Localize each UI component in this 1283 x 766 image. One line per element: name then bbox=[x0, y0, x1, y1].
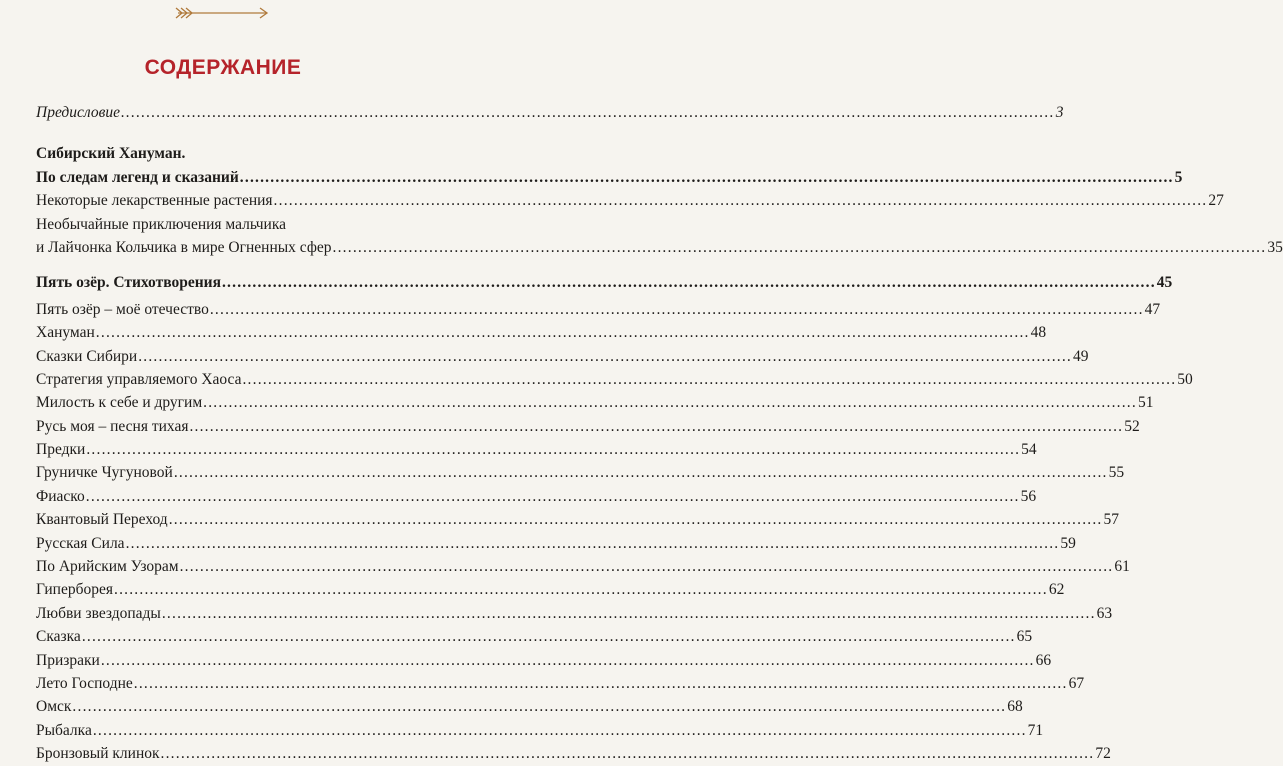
dot-leader bbox=[240, 166, 1174, 189]
toc-entry-label: Милость к себе и другим bbox=[36, 394, 203, 412]
toc-entry-page: 35 bbox=[1267, 238, 1283, 256]
dot-leader bbox=[189, 415, 1123, 438]
toc-entry-label: Пять озёр. Стихотворения bbox=[36, 274, 221, 292]
dot-leader bbox=[161, 742, 1095, 765]
toc-entry-label: Предки bbox=[36, 441, 86, 459]
toc-entry-label: Груничке Чугуновой bbox=[36, 464, 173, 482]
toc-entry-label: Гиперборея bbox=[36, 581, 113, 599]
dot-leader bbox=[93, 719, 1027, 742]
toc-entry[interactable] bbox=[36, 461, 1125, 484]
toc-entry-label: Рыбалка bbox=[36, 721, 92, 739]
toc-entry-label: Бронзовый клинок bbox=[36, 745, 160, 763]
toc-entry[interactable] bbox=[36, 742, 1111, 765]
toc-entry[interactable] bbox=[36, 485, 1037, 508]
toc-entry-label: Сказки Сибири bbox=[36, 347, 138, 365]
dot-leader bbox=[203, 391, 1137, 414]
toc-entry[interactable] bbox=[36, 345, 1089, 368]
toc-entry[interactable] bbox=[36, 298, 1161, 321]
toc-entry-page: 55 bbox=[1108, 464, 1125, 482]
dot-leader bbox=[86, 485, 1020, 508]
toc-entry[interactable] bbox=[36, 415, 1140, 438]
toc-entry-page: 65 bbox=[1016, 628, 1033, 646]
toc-entry-label: Любви звездопады bbox=[36, 604, 161, 622]
dot-leader bbox=[242, 368, 1176, 391]
toc-entry[interactable] bbox=[36, 368, 1193, 391]
toc-entry-page: 57 bbox=[1103, 511, 1120, 529]
toc-entry-page: 49 bbox=[1073, 347, 1089, 365]
dot-leader bbox=[86, 438, 1020, 461]
toc-entry-label: и Лайчонка Кольчика в мире Огненных сфер bbox=[36, 238, 332, 256]
table-of-contents bbox=[36, 101, 1283, 766]
toc-entry-page: 45 bbox=[1156, 274, 1173, 292]
toc-entry-label: Русская Сила bbox=[36, 534, 125, 552]
dot-leader bbox=[96, 321, 1030, 344]
toc-entry-preface[interactable] bbox=[36, 101, 1064, 124]
toc-entry-section[interactable] bbox=[36, 271, 1173, 294]
toc-entry[interactable] bbox=[36, 695, 1023, 718]
toc-entry-page: 61 bbox=[1114, 558, 1130, 576]
toc-entry[interactable] bbox=[36, 555, 1130, 578]
toc-entry-page: 59 bbox=[1060, 534, 1076, 552]
toc-entry-page: 52 bbox=[1124, 417, 1140, 435]
toc-entry-label: Предисловие bbox=[36, 104, 120, 121]
dot-leader bbox=[180, 555, 1114, 578]
toc-entry-label: Омск bbox=[36, 698, 72, 716]
toc-entry-page: 72 bbox=[1095, 745, 1111, 763]
toc-entry[interactable] bbox=[36, 236, 1283, 259]
toc-entry-page: 67 bbox=[1068, 674, 1085, 692]
dot-leader bbox=[333, 236, 1267, 259]
toc-entry-label: Пять озёр – моё отечество bbox=[36, 300, 209, 318]
toc-entry[interactable] bbox=[36, 578, 1065, 601]
toc-entry[interactable] bbox=[36, 649, 1052, 672]
toc-entry-label: Стратегия управляемого Хаоса bbox=[36, 370, 242, 388]
toc-entry[interactable] bbox=[36, 321, 1047, 344]
dot-leader bbox=[138, 345, 1072, 368]
toc-entry-label: Хануман bbox=[36, 324, 95, 342]
toc-entry-label: По следам легенд и сказаний bbox=[36, 168, 239, 186]
arrow-ornament-icon bbox=[174, 6, 272, 20]
toc-entry[interactable] bbox=[36, 602, 1113, 625]
dot-leader bbox=[210, 298, 1144, 321]
toc-entry-label-line: Необычайные приключения мальчика bbox=[36, 215, 287, 233]
toc-entry[interactable] bbox=[36, 719, 1044, 742]
dot-leader bbox=[82, 625, 1016, 648]
toc-entry-page: 63 bbox=[1096, 604, 1113, 622]
dot-leader bbox=[101, 649, 1035, 672]
toc-entry-label: Квантовый Переход bbox=[36, 511, 168, 529]
toc-entry-label: По Арийским Узорам bbox=[36, 558, 179, 576]
toc-entry-page: 62 bbox=[1048, 581, 1065, 599]
dot-leader bbox=[169, 508, 1103, 531]
toc-entry-page: 68 bbox=[1007, 698, 1023, 716]
toc-entry-label: Некоторые лекарственные растения bbox=[36, 192, 273, 210]
toc-entry-page: 47 bbox=[1144, 300, 1161, 318]
toc-entry-page: 66 bbox=[1035, 651, 1052, 669]
toc-entry-page: 50 bbox=[1177, 370, 1193, 388]
toc-entry-page: 56 bbox=[1020, 487, 1037, 505]
dot-leader bbox=[134, 672, 1068, 695]
dot-leader bbox=[174, 461, 1108, 484]
toc-section-heading: Сибирский Хануман. bbox=[36, 145, 186, 163]
toc-entry[interactable] bbox=[36, 625, 1033, 648]
toc-entry-page: 48 bbox=[1030, 324, 1047, 342]
toc-entry-page: 71 bbox=[1027, 721, 1044, 739]
dot-leader bbox=[274, 189, 1208, 212]
toc-entry[interactable] bbox=[36, 391, 1154, 414]
toc-entry-label: Лето Господне bbox=[36, 674, 133, 692]
toc-entry[interactable] bbox=[36, 189, 1224, 212]
dot-leader bbox=[72, 695, 1006, 718]
toc-entry-label: Сказка bbox=[36, 628, 81, 646]
dot-leader bbox=[121, 101, 1055, 124]
toc-entry-label: Призраки bbox=[36, 651, 100, 669]
toc-entry[interactable] bbox=[36, 672, 1085, 695]
toc-entry[interactable] bbox=[36, 438, 1037, 461]
toc-entry-page: 27 bbox=[1208, 192, 1224, 210]
toc-entry-section[interactable] bbox=[36, 166, 1183, 189]
page-title: СОДЕРЖАНИЕ bbox=[144, 56, 302, 79]
toc-entry-page: 51 bbox=[1137, 394, 1154, 412]
dot-leader bbox=[162, 602, 1096, 625]
toc-entry-label: Фиаско bbox=[36, 487, 85, 505]
toc-entry-page: 5 bbox=[1174, 168, 1183, 186]
toc-entry-page: 3 bbox=[1055, 104, 1064, 121]
toc-entry[interactable] bbox=[36, 508, 1120, 531]
toc-entry[interactable] bbox=[36, 532, 1076, 555]
dot-leader bbox=[222, 271, 1156, 294]
toc-entry-label: Русь моя – песня тихая bbox=[36, 417, 189, 435]
dot-leader bbox=[126, 532, 1060, 555]
dot-leader bbox=[114, 578, 1048, 601]
toc-entry-page: 54 bbox=[1021, 441, 1037, 459]
